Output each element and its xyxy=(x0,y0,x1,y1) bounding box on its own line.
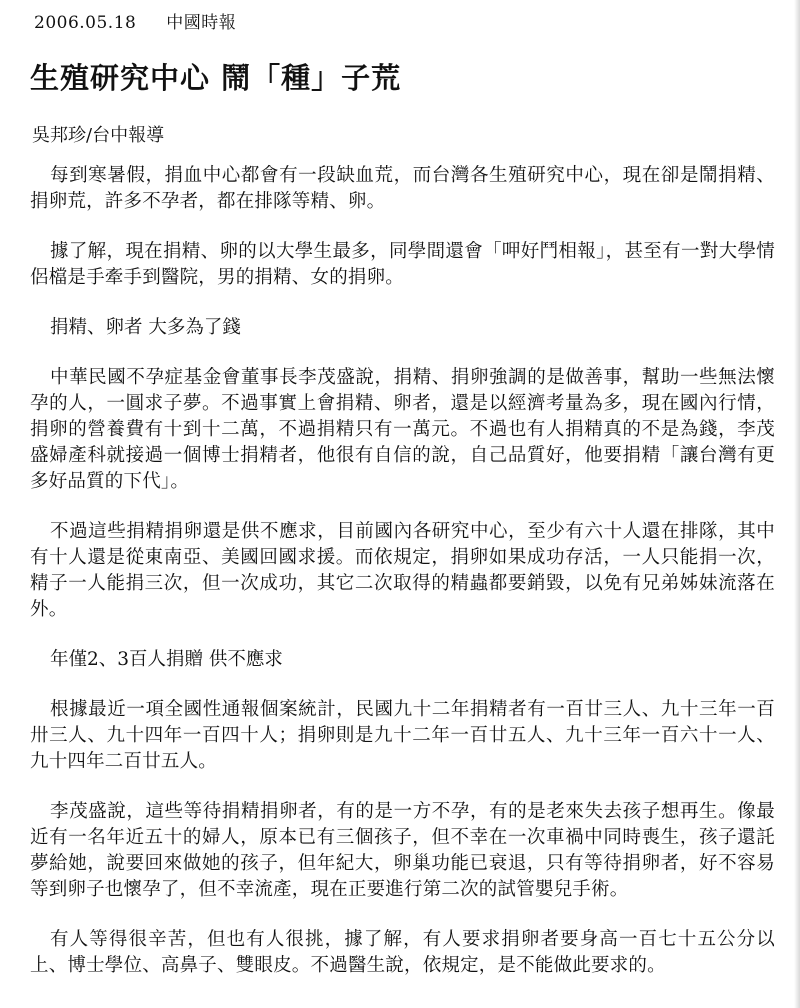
subheading-1: 捐精、卵者 大多為了錢 xyxy=(50,317,241,338)
paragraph-2: 據了解，現在捐精、卵的以大學生最多，同學間還會「呷好鬥相報」，甚至有一對大學情侶檔是手牽手到醫院，男的捐精、女的捐卵。 xyxy=(30,241,775,288)
paragraph-4: 不過這些捐精捐卵還是供不應求，目前國內各研究中心，至少有六十人還在排隊，其中有十人還是從東南亞、美國回國求援。而依規定，捐卵如果成功存活，一人只能捐一次，精子一人能捐三次，但一次成功，其它二次取得的精蟲都要銷毀，以免有兄弟姊妹流落在外。 xyxy=(30,521,775,620)
article-title: 生殖研究中心 鬧「種」子荒 xyxy=(30,61,402,95)
article-body xyxy=(30,163,775,1003)
publication-date: 2006.05.18 xyxy=(34,13,137,33)
article-header xyxy=(34,8,236,33)
paragraph-6: 李茂盛說，這些等待捐精捐卵者，有的是一方不孕，有的是老來失去孩子想再生。像最近有一名年近五十的婦人，原本已有三個孩子，但不幸在一次車禍中同時喪生，孩子還託夢給她，說要回來做她的孩子，但年紀大，卵巢功能已衰退，只有等待捐卵者，好不容易等到卵子也懷孕了，但不幸流產，現在正要進行第二次的試管嬰兒手術。 xyxy=(30,801,775,900)
paragraph-3: 中華民國不孕症基金會董事長李茂盛說，捐精、捐卵強調的是做善事，幫助一些無法懷孕的人，一圓求子夢。不過事實上會捐精、卵者，還是以經濟考量為多，現在國內行情，捐卵的營養費有十到十二萬，不過捐精只有一萬元。不過也有人捐精真的不是為錢，李茂盛婦產科就接過一個博士捐精者，他很有自信的說，自己品質好，他要捐精「讓台灣有更多好品質的下代」。 xyxy=(30,367,775,492)
newspaper-name: 中國時報 xyxy=(166,13,237,33)
article-byline: 吳邦珍/台中報導 xyxy=(32,125,165,146)
paragraph-5: 根據最近一項全國性通報個案統計，民國九十二年捐精者有一百廿三人、九十三年一百卅三人、九十四年一百四十人；捐卵則是九十二年一百廿五人、九十三年一百六十一人、九十四年二百廿五人。 xyxy=(30,699,775,772)
paragraph-1: 每到寒暑假，捐血中心都會有一段缺血荒，而台灣各生殖研究中心，現在卻是鬧捐精、捐卵荒，許多不孕者，都在排隊等精、卵。 xyxy=(30,165,775,212)
scan-edge-shadow xyxy=(794,0,800,1008)
paragraph-7: 有人等得很辛苦，但也有人很挑，據了解，有人要求捐卵者要身高一百七十五公分以上、博士學位、高鼻子、雙眼皮。不過醫生說，依規定，是不能做此要求的。 xyxy=(30,929,775,976)
subheading-2: 年僅2、3百人捐贈 供不應求 xyxy=(50,649,283,670)
